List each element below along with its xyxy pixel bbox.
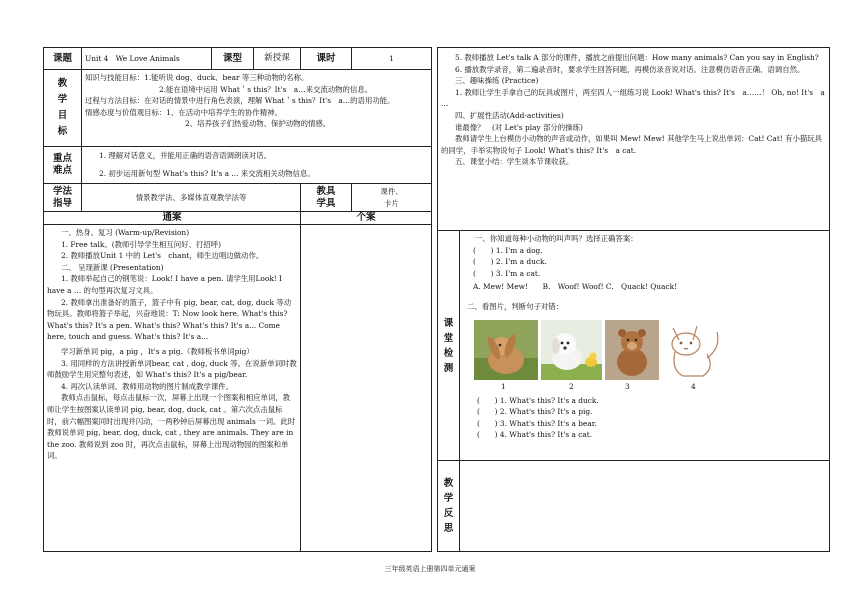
lesson-plan-table — [43, 47, 432, 552]
goals-cell — [82, 70, 432, 147]
plan-line: 4. 再次认读单词。教师用动物的图片制成教学课件。 — [61, 381, 233, 391]
title-value: Unit 4 We Love Animals — [82, 48, 212, 70]
reflection-label: 教学反思 — [438, 461, 460, 552]
title-label: 课题 — [44, 48, 82, 70]
hours-value: 1 — [352, 48, 432, 70]
tools-label: 教具学具 — [301, 184, 352, 212]
teddy-bear-picture — [605, 320, 659, 380]
puppy-picture — [541, 320, 602, 380]
procedure-line: 6. 播放教学录音，第二遍录音时，要求学生回答问题，再模仿录音说对话。注意模仿语音正确、语调自然。 — [455, 64, 805, 74]
quiz2-title: 二、看图片，判断句子对错： — [467, 301, 564, 311]
quiz1-options: A. Mew! Mew! B. Woof! Woof! C. Quack! Quack! — [473, 282, 678, 292]
procedure-line: 谁最像？ (对 Let's play 部分的操练) — [455, 122, 583, 132]
hours-label: 课时 — [301, 48, 352, 70]
right-table — [437, 47, 830, 552]
picture-number: 1 — [501, 381, 506, 391]
notes-header: 个案 — [301, 212, 432, 225]
goal-line: 过程与方法目标：在对话的情景中进行角色表演，理解 What＇s this？It's a…的语用功能。 — [85, 96, 395, 106]
procedure-line: 五、课堂小结：学生谈本节课收获。 — [455, 157, 574, 167]
method-label: 学法指导 — [44, 184, 82, 212]
check-label: 课堂检测 — [438, 231, 460, 461]
quiz1-item: ( ) 1. I'm a dog. — [473, 245, 543, 255]
procedure-line: 教师请学生上台模仿小动物的声音或动作，如果叫 Mew! Mew! 其他学生马上说出单词：Cat! Cat! 有小猫玩具的同学，手举实物说句子 Look! What's this? It's a cat. — [441, 134, 823, 155]
quiz1-item: ( ) 2. I'm a duck. — [473, 257, 547, 267]
plan-header: 通案 — [44, 212, 301, 225]
plan-body — [44, 225, 301, 552]
goals-label: 教学目标 — [44, 70, 82, 147]
goal-line: 知识与技能目标：1.能听说 dog、duck、bear 等三种动物的名称。 — [85, 73, 309, 82]
procedure-line: 5. 教师播放 Let's talk A 部分的课件，播放之前提出问题：How many animals? Can you say in English? — [455, 53, 819, 62]
plan-line: 3. 用同样的方法讲授新单词bear, cat , dog, duck 等。在说新单词时教师鼓励学生用完整句表述，如 What's this? It's a pig/bear. — [47, 358, 297, 380]
quiz2-item: ( ) 4. What's this? It's a cat. — [477, 430, 593, 440]
cat-drawing-picture — [663, 318, 725, 382]
quiz1-item: ( ) 3. I'm a cat. — [473, 268, 541, 278]
goal-line: 2、培养孩子们热爱动物、保护动物的情感。 — [185, 119, 331, 129]
picture-number: 3 — [625, 381, 630, 391]
procedure-line: 三、趣味操练 (Practice) — [455, 76, 539, 86]
picture-number: 2 — [569, 381, 574, 391]
method-value: 情景教学法、多媒体直观教学法等 — [82, 184, 301, 212]
goal-line: 情感态度与价值观目标：1、在活动中培养学生的协作精神。 — [85, 107, 282, 117]
plan-line: 教师点击鼠标，每点击鼠标一次，屏幕上出现一个图案和相应单词，教师让学生按图案认读单词 pig, bear, dog, duck, cat 。第六次点击鼠标时，前六幅图案同时出现并闪动，一两秒钟后屏幕出现 animals 一词。此时教师说单词 pig, bear, dog, duck, cat , they are animals. They are in the zoo. 教师说到 zoo 时，再次点击鼠标，屏幕上出现动物园的图案和单词。 — [47, 393, 296, 461]
goal-line: 2.能在语境中运用 What＇s this？It's a…来交流动物的信息。 — [159, 84, 373, 94]
key-points-cell — [82, 147, 432, 184]
tools-value: 课件、卡片 — [352, 184, 432, 212]
type-label: 课型 — [212, 48, 254, 70]
procedure-continued — [438, 48, 830, 231]
quiz1-title: 一、你知道每种小动物的叫声吗？选择正确答案： — [475, 234, 638, 243]
procedure-line: 四、扩展性活动(Add-activities) — [455, 110, 564, 120]
key-point-line: 1. 理解对话意义，并能用正确的语音语调朗读对话。 — [99, 151, 271, 161]
notes-body — [301, 225, 432, 552]
plan-line: 二、 呈现新课 (Presentation) — [61, 262, 164, 272]
page-footer: 三年级英语上册第四单元通案 — [384, 565, 476, 573]
picture-numbers — [463, 381, 826, 395]
plan-line: 1. 教师举起自己的钢笔说：Look! I have a pen. 请学生用Look! I have a … 的句型再次复习文具。 — [47, 274, 283, 295]
type-value: 新授课 — [254, 48, 301, 70]
plan-line: 1. Free talk。(教师引导学生相互问好、打招呼) — [61, 239, 222, 249]
picture-number: 4 — [691, 381, 696, 391]
key-points-label: 重点难点 — [44, 147, 82, 184]
reflection-cell — [460, 461, 830, 552]
plan-line: 2. 教师拿出准备好的篮子，篮子中有 pig, bear, cat, dog, duck 等动物玩具。教师将篮子举起，兴奋地说：T: Now look here. What's this? What's this? It's a pen. What's this? What's this? It's a... Come here, touch and guess. What's this? It's a... — [47, 297, 292, 342]
plan-line: 2. 教师播放Unit 1 中的 Let's chant，师生边唱边做动作。 — [61, 251, 264, 261]
key-point-line: 2. 初步运用新句型 What's this? It's a ... 来交流相关动物信息。 — [99, 169, 315, 178]
plan-line: 一、热身、复习 (Warm-up/Revision) — [61, 228, 190, 237]
quiz2-item: ( ) 2. What's this? It's a pig. — [477, 407, 593, 417]
procedure-line: 1. 教师让学生手拿自己的玩具或图片，两至四人一组练习说 Look! What's this? It's a……！ Oh, no! It's a … — [441, 87, 825, 109]
quiz2-item: ( ) 1. What's this? It's a duck. — [477, 395, 599, 405]
rabbit-picture — [474, 320, 538, 380]
quiz2-item: ( ) 3. What's this? It's a bear. — [477, 418, 597, 428]
plan-line: 学习新单词 pig，a pig ，It's a pig.（教师板书单词pig） — [61, 346, 254, 356]
